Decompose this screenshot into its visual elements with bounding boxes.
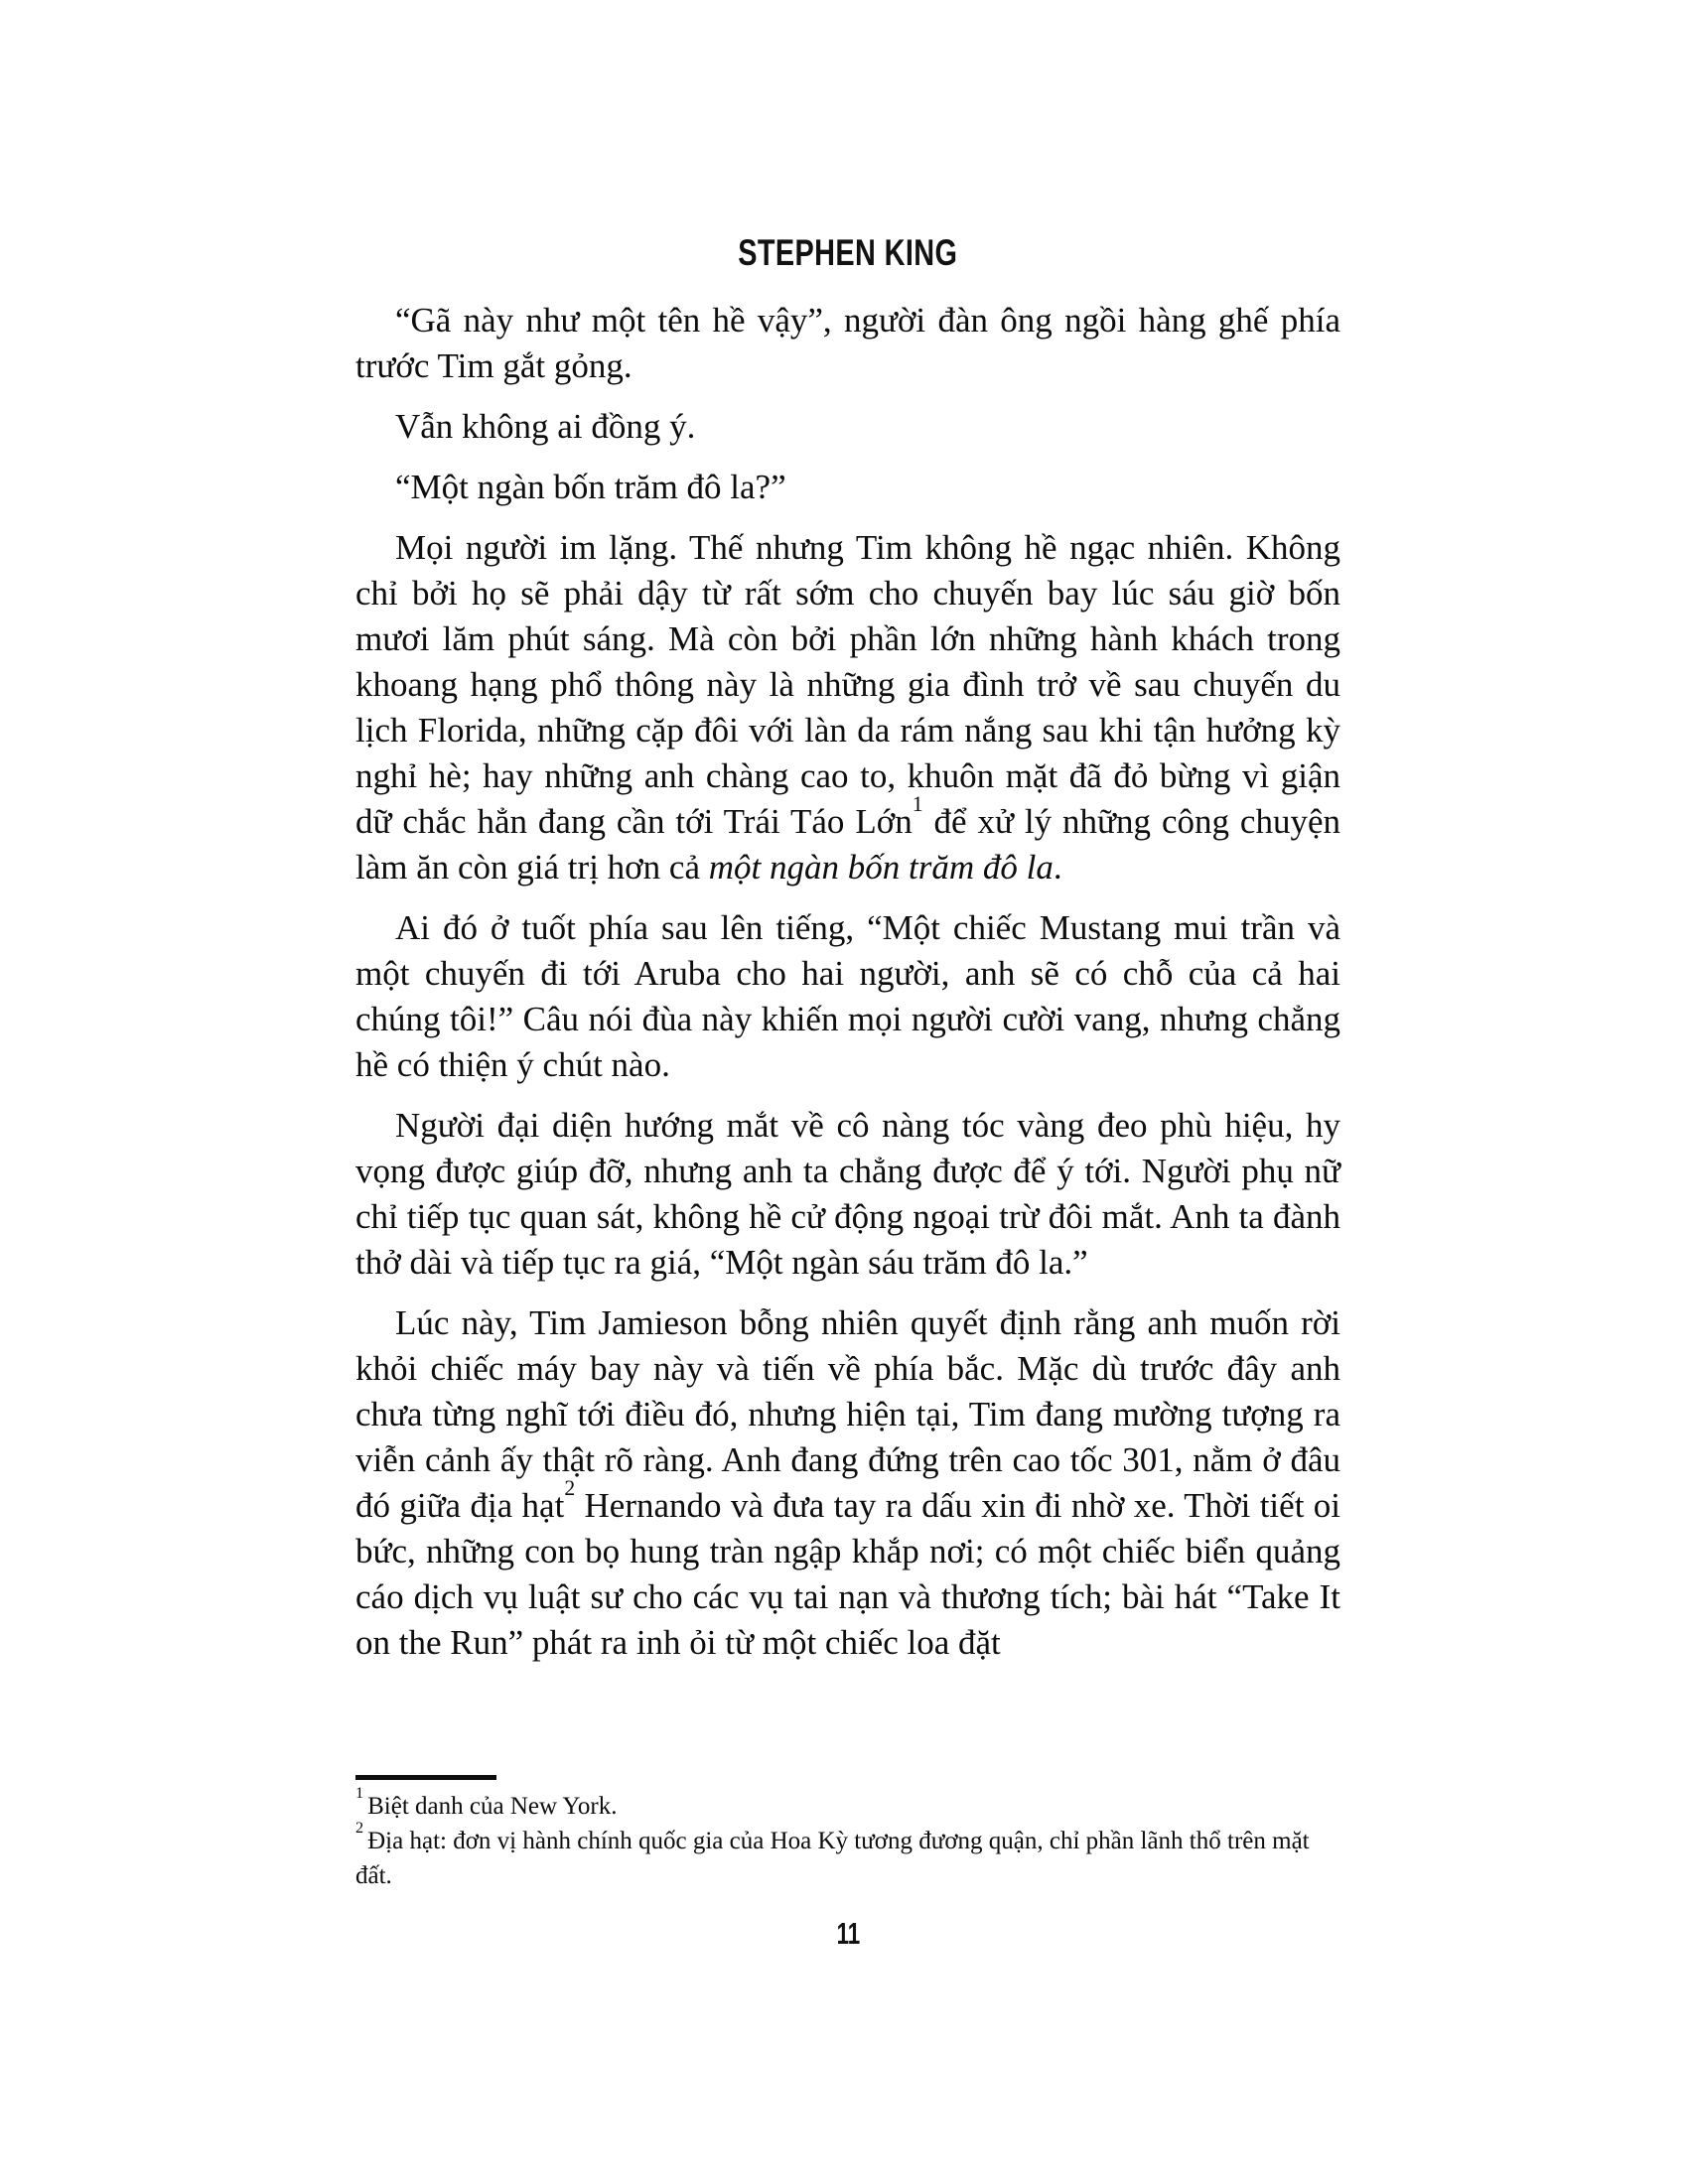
paragraph-text: để xử lý những công chuyện làm ăn còn giá trị hơn cả (355, 802, 1340, 887)
footnote-1-marker: 1 (355, 1784, 364, 1803)
footnote-2-text: Địa hạt: đơn vị hành chính quốc gia của Hoa Kỳ tương đương quận, chỉ phần lãnh thổ trên mặt đất. (355, 1828, 1310, 1889)
paragraph: Ai đó ở tuốt phía sau lên tiếng, “Một chiếc Mustang mui trần và một chuyến đi tới Aruba cho hai người, anh sẽ có chỗ của cả hai chúng tôi!” Câu nói đùa này khiến mọi người cười vang, nhưng chẳng hề có thiện ý chút nào. (355, 908, 1340, 1084)
paragraph: “Gã này như một tên hề vậy”, người đàn ông ngồi hàng ghế phía trước Tim gắt gỏng. (355, 301, 1340, 385)
paragraph (355, 1300, 1340, 1666)
paragraph (355, 525, 1340, 890)
running-header-title: STEPHEN KING (738, 232, 958, 273)
body-text (355, 298, 1340, 1681)
emphasized-phrase: một ngàn bốn trăm đô la (708, 848, 1054, 887)
page-number: 11 (836, 1916, 860, 1951)
footnote-2-marker: 2 (355, 1819, 364, 1838)
footnote-1 (355, 1784, 1348, 1824)
footnote-separator-rule (355, 1775, 496, 1780)
paragraph: “Một ngàn bốn trăm đô la?” (395, 468, 786, 506)
paragraph-text: Hernando và đưa tay ra dấu xin đi nhờ xe. Thời tiết oi bức, những con bọ hung tràn ngập khắp nơi; có một chiếc biển quảng cáo dịch vụ luật sư cho các vụ tai nạn và thương tích; bài hát “Take It on the Run” phát ra inh ỏi từ một chiếc loa đặt (355, 1486, 1340, 1662)
footnote-2 (355, 1819, 1348, 1893)
footnote-section (355, 1775, 1348, 1893)
footnote-reference-2: 2 (564, 1475, 576, 1500)
footnote-reference-1: 1 (912, 791, 923, 816)
paragraph: Người đại diện hướng mắt về cô nàng tóc vàng đeo phù hiệu, hy vọng được giúp đỡ, nhưng anh ta chẳng được để ý tới. Người phụ nữ chỉ tiếp tục quan sát, không hề cử động ngoại trừ đôi mắt. Anh ta đành thở dài và tiếp tục ra giá, “Một ngàn sáu trăm đô la.” (355, 1106, 1340, 1282)
running-header (355, 232, 1340, 274)
footnote-1-text: Biệt danh của New York. (367, 1793, 618, 1820)
page-number-area (355, 1916, 1340, 1952)
paragraph-text: . (1053, 848, 1062, 887)
paragraph: Vẫn không ai đồng ý. (395, 407, 696, 446)
paragraph-text: Mọi người im lặng. Thế nhưng Tim không hề ngạc nhiên. Không chỉ bởi họ sẽ phải dậy từ rất sớm cho chuyến bay lúc sáu giờ bốn mươi lăm phút sáng. Mà còn bởi phần lớn những hành khách trong khoang hạng phổ thông này là những gia đình trở về sau chuyến du lịch Florida, những cặp đôi với làn da rám nắng sau khi tận hưởng kỳ nghỉ hè; hay những anh chàng cao to, khuôn mặt đã đỏ bừng vì giận dữ chắc hẳn đang cần tới Trái Táo Lớn (355, 528, 1340, 841)
paragraph-text: Lúc này, Tim Jamieson bỗng nhiên quyết định rằng anh muốn rời khỏi chiếc máy bay này và tiến về phía bắc. Mặc dù trước đây anh chưa từng nghĩ tới điều đó, nhưng hiện tại, Tim đang mường tượng ra viễn cảnh ấy thật rõ ràng. Anh đang đứng trên cao tốc 301, nằm ở đâu đó giữa địa hạt (355, 1303, 1340, 1525)
